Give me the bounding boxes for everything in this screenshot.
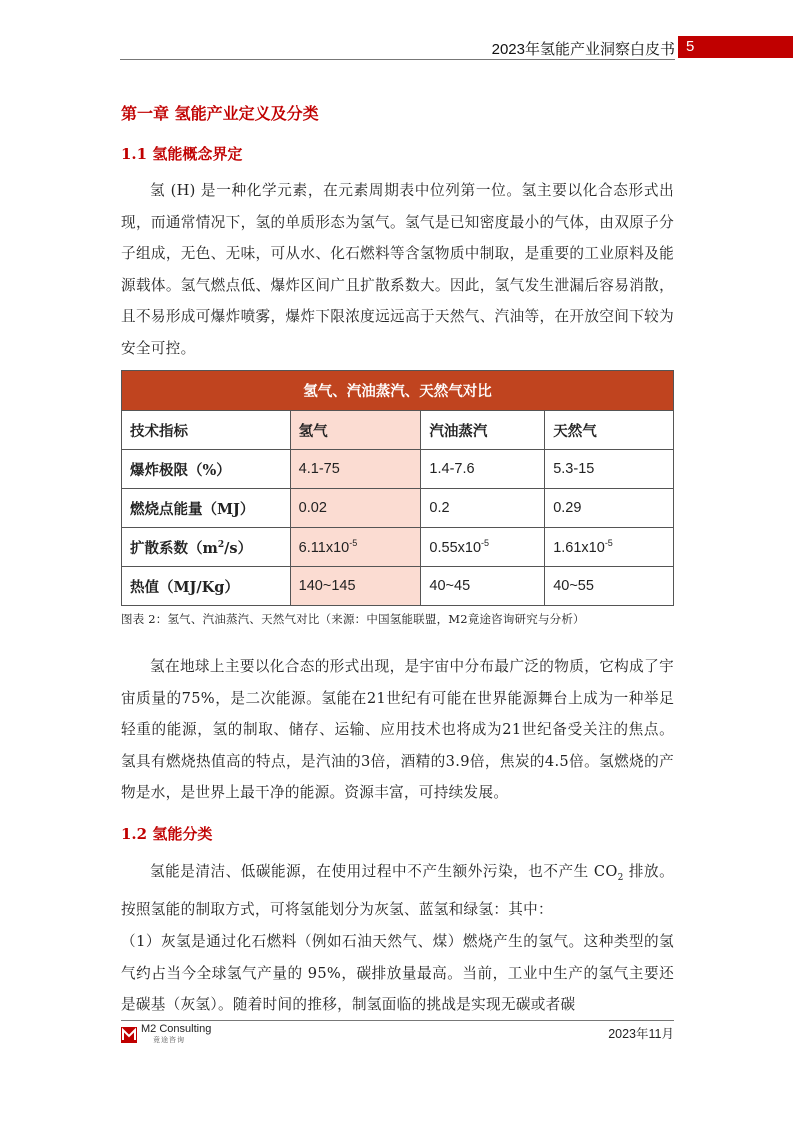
- paragraph-hydrogen-classification: 氢能是清洁、低碳能源，在使用过程中不产生额外污染，也不产生 $CO_2$ 排放。按照氢能的制取方式，可将氢能划分为灰氢、蓝氢和绿氢：其中：: [121, 863, 674, 919]
- column-header: 汽油蒸汽: [421, 411, 545, 450]
- table-cell: $1.61x10^{-5}$: [545, 528, 674, 567]
- table-cell: 140~145: [290, 567, 421, 606]
- table-header-row: [122, 411, 674, 450]
- paragraph-grey-hydrogen: （1）灰氢是通过化石燃料（例如石油天然气、煤）燃烧产生的氢气。这种类型的氢气约占当今全球氢气产量的 95%，碳排放量最高。当前，工业中生产的氢气主要还是碳基（灰氢）。随着时间的推移，制氢面临的挑战是实现无碳或者碳: [121, 933, 674, 1013]
- table-cell: 40~55: [545, 567, 674, 606]
- page-number: 5: [678, 36, 793, 58]
- row-label: 爆炸极限（%）: [122, 450, 291, 489]
- table-cell: $0.55x10^{-5}$: [421, 528, 545, 567]
- footer-divider: [121, 1020, 674, 1021]
- comparison-table: [121, 370, 674, 606]
- table-cell: 40~45: [421, 567, 545, 606]
- logo-text: M2 Consulting: [141, 1023, 212, 1035]
- table-cell: 1.4-7.6: [421, 450, 545, 489]
- paragraph-hydrogen-definition: 氢 (H) 是一种化学元素，在元素周期表中位列第一位。氢主要以化合态形式出现，而通常情况下，氢的单质形态为氢气。氢气是已知密度最小的气体，由双原子分子组成，无色、无味，可从水、化石燃料等含氢物质中制取，是重要的工业原料及能源载体。氢气燃点低、爆炸区间广且扩散系数大。因此，氢气发生泄漏后容易消散，且不易形成可爆炸喷雾，爆炸下限浓度远远高于天然气、汽油等，在开放空间下较为安全可控。: [121, 182, 674, 357]
- table-cell: 5.3-15: [545, 450, 674, 489]
- document-title: 2023年氢能产业洞察白皮书: [491, 41, 675, 58]
- page-header: [120, 36, 793, 60]
- table-cell: 0.02: [290, 489, 421, 528]
- column-header: 氢气: [290, 411, 421, 450]
- section-heading-1-2: 1.2 氢能分类: [121, 825, 213, 843]
- table-cell: 0.2: [421, 489, 545, 528]
- row-label: 热值（MJ/Kg）: [122, 567, 291, 606]
- table-row: [122, 489, 674, 528]
- company-logo: [121, 1024, 211, 1045]
- table-title: 氢气、汽油蒸汽、天然气对比: [122, 371, 674, 411]
- table-caption: 图表 2：氢气、汽油蒸汽、天然气对比（来源：中国氢能联盟，M2竟途咨询研究与分析）: [121, 612, 585, 626]
- m2-logo-icon: [121, 1027, 137, 1043]
- table-cell: $6.11x10^{-5}$: [290, 528, 421, 567]
- table-cell: 4.1-75: [290, 450, 421, 489]
- table-row: [122, 450, 674, 489]
- table-cell: 0.29: [545, 489, 674, 528]
- logo-subtext: 竟途咨询: [153, 1036, 185, 1044]
- table-row: [122, 528, 674, 567]
- section-heading-1-1: 1.1 氢能概念界定: [121, 145, 243, 163]
- table-row: [122, 567, 674, 606]
- column-header: 技术指标: [122, 411, 291, 450]
- row-label: 燃烧点能量（MJ）: [122, 489, 291, 528]
- chapter-title: 第一章 氢能产业定义及分类: [121, 104, 319, 123]
- column-header: 天然气: [545, 411, 674, 450]
- footer-date: 2023年11月: [608, 1027, 674, 1041]
- paragraph-hydrogen-energy: 氢在地球上主要以化合态的形式出现，是宇宙中分布最广泛的物质，它构成了宇宙质量的75%，是二次能源。氢能在21世纪有可能在世界能源舞台上成为一种举足轻重的能源，氢的制取、储存、运输、应用技术也将成为21世纪备受关注的焦点。氢具有燃烧热值高的特点，是汽油的3倍，酒精的3.9倍，焦炭的4.5倍。氢燃烧的产物是水，是世界上最干净的能源。资源丰富，可持续发展。: [121, 658, 674, 801]
- header-divider: [120, 59, 675, 60]
- row-label: 扩散系数$(m^2/s)$: [122, 528, 291, 567]
